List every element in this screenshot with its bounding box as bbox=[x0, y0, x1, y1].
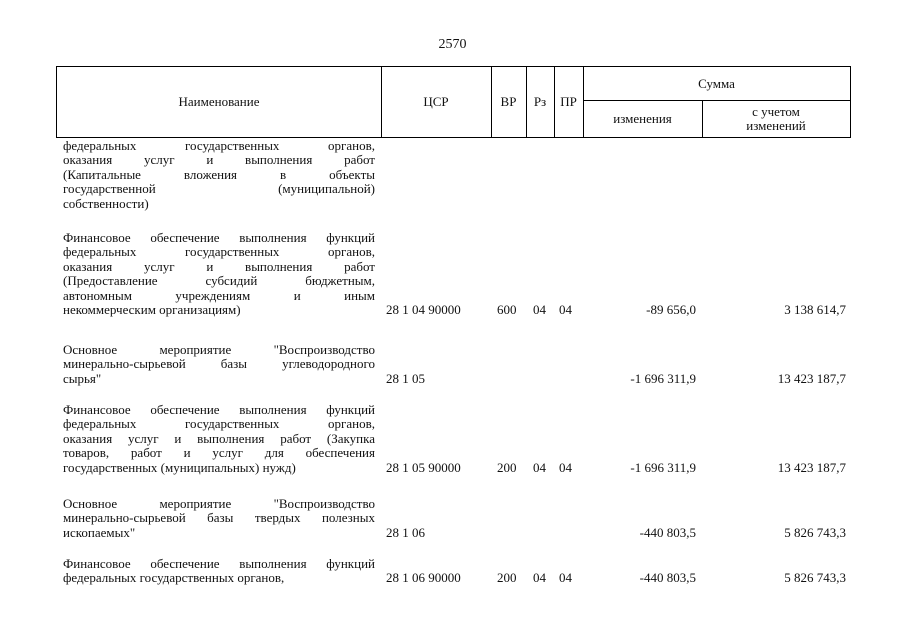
header-name: Наименование bbox=[178, 94, 260, 109]
row-csr: 28 1 04 90000 bbox=[386, 302, 461, 317]
row-name-line: некоммерческим организациям) bbox=[63, 301, 241, 317]
row-pr: 04 bbox=[559, 570, 572, 585]
row-name-line: оказания услуг и выполнения работ bbox=[63, 258, 375, 274]
row-change: -440 803,5 bbox=[639, 570, 696, 585]
row-name-line: сырья" bbox=[63, 370, 102, 386]
row-name bbox=[63, 343, 375, 386]
row-total: 13 423 187,7 bbox=[777, 460, 846, 475]
row-change: -89 656,0 bbox=[646, 302, 696, 317]
row-name-line: федеральных государственных органов, bbox=[63, 244, 375, 260]
row-change: -1 696 311,9 bbox=[630, 460, 696, 475]
row-name-line: (Предоставление субсидий бюджетным, bbox=[63, 273, 375, 289]
row-name-line: Основное мероприятие "Воспроизводство bbox=[63, 496, 375, 511]
row-vr: 200 bbox=[497, 570, 517, 585]
row-name-line: Финансовое обеспечение выполнения функций bbox=[63, 556, 375, 571]
row-pr: 04 bbox=[559, 302, 572, 317]
row-rz: 04 bbox=[533, 302, 546, 317]
row-rz: 04 bbox=[533, 570, 546, 585]
row-name bbox=[63, 403, 375, 475]
header-sum: Сумма bbox=[698, 75, 735, 91]
row-csr: 28 1 05 90000 bbox=[386, 460, 461, 475]
row-name-line: Основное мероприятие "Воспроизводство bbox=[63, 342, 375, 357]
table-header bbox=[56, 66, 851, 138]
row-rz: 04 bbox=[533, 460, 546, 475]
row-name-line: федеральных государственных органов, bbox=[63, 570, 285, 586]
row-total: 13 423 187,7 bbox=[777, 371, 846, 386]
row-name bbox=[63, 497, 375, 540]
row-name-line: федеральных государственных органов, bbox=[63, 416, 375, 432]
page-number: 2570 bbox=[438, 37, 467, 52]
row-name-line: оказания услуг и выполнения работ (Закупка bbox=[63, 430, 375, 446]
row-csr: 28 1 06 bbox=[386, 525, 425, 540]
row-total: 5 826 743,3 bbox=[784, 570, 846, 585]
row-name-line: ископаемых" bbox=[63, 524, 136, 540]
row-name-line: Финансовое обеспечение выполнения функций bbox=[63, 230, 375, 245]
row-name-line: Финансовое обеспечение выполнения функций bbox=[63, 402, 375, 417]
row-name-line: федеральных государственных органов, bbox=[63, 138, 375, 153]
header-pr: ПР bbox=[560, 94, 577, 109]
row-total: 3 138 614,7 bbox=[784, 302, 846, 317]
row-vr: 200 bbox=[497, 460, 517, 475]
header-vr: ВР bbox=[500, 94, 517, 109]
row-csr: 28 1 06 90000 bbox=[386, 570, 461, 585]
row-name-line: государственных (муниципальных) нужд) bbox=[63, 459, 296, 475]
row-name bbox=[63, 231, 375, 317]
header-rz: Рз bbox=[533, 94, 547, 109]
header-total-line1: с учетом bbox=[752, 104, 800, 119]
header-total bbox=[702, 101, 850, 137]
header-total-line2: изменений bbox=[746, 118, 806, 133]
row-total: 5 826 743,3 bbox=[784, 525, 846, 540]
row-name-line: государственной (муниципальной) bbox=[63, 181, 375, 197]
row-name-line: минерально-сырьевой базы углеводородного bbox=[63, 356, 375, 372]
row-csr: 28 1 05 bbox=[386, 371, 425, 386]
row-change: -440 803,5 bbox=[639, 525, 696, 540]
row-vr: 600 bbox=[497, 302, 517, 317]
row-name-line: собственности) bbox=[63, 195, 149, 211]
row-pr: 04 bbox=[559, 460, 572, 475]
row-name-line: (Капитальные вложения в объекты bbox=[63, 166, 375, 182]
header-csr: ЦСР bbox=[423, 94, 449, 109]
row-name-line: минерально-сырьевой базы твердых полезных bbox=[63, 510, 375, 526]
row-change: -1 696 311,9 bbox=[630, 371, 696, 386]
row-name-line: товаров, работ и услуг для обеспечения bbox=[63, 445, 375, 461]
row-name bbox=[63, 139, 375, 211]
row-name-line: оказания услуг и выполнения работ bbox=[63, 152, 375, 168]
row-name bbox=[63, 557, 375, 586]
row-name-line: автономным учреждениям и иным bbox=[63, 287, 375, 303]
header-change: изменения bbox=[613, 111, 672, 126]
